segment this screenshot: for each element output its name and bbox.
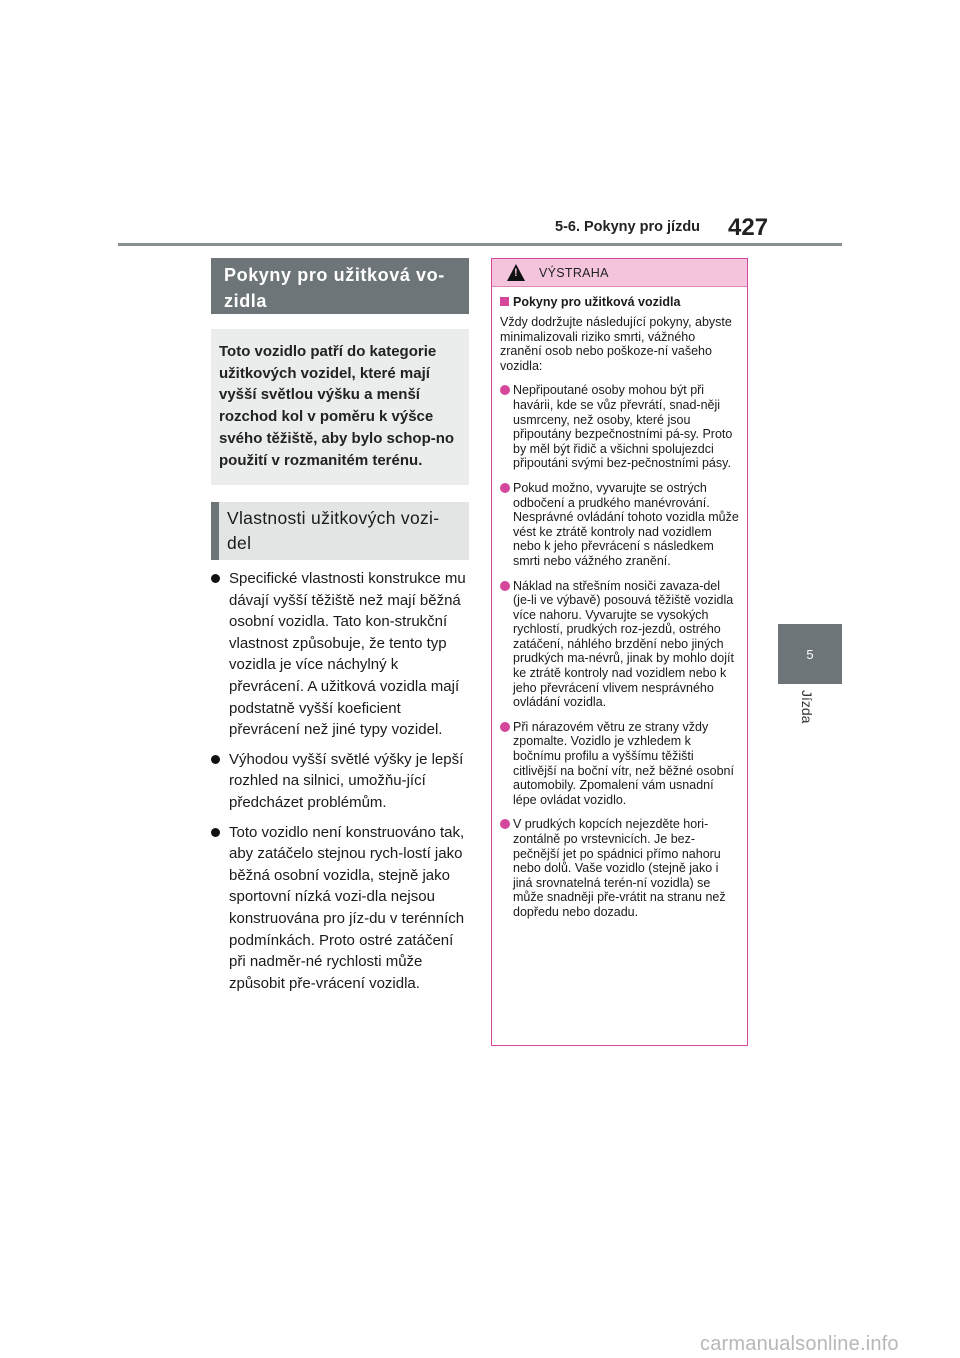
warning-item xyxy=(500,383,739,471)
chapter-label: Jízda xyxy=(799,690,815,724)
section-title: 5-6. Pokyny pro jízdu xyxy=(555,219,701,235)
warning-heading-text: Pokyny pro užitková vozidla xyxy=(513,295,681,309)
warning-item xyxy=(500,579,739,710)
chapter-tab[interactable] xyxy=(778,624,842,684)
list-item xyxy=(211,568,469,741)
square-bullet-icon xyxy=(500,297,509,306)
pink-bullet-icon xyxy=(500,819,510,829)
page-number: 427 xyxy=(728,214,769,241)
bullet-icon xyxy=(211,755,220,764)
section-heading-utility-vehicles: Pokyny pro užitková vo-zidla xyxy=(211,258,469,314)
bullet-list xyxy=(211,568,469,994)
warning-item-text: Náklad na střešním nosiči zavaza-del (je-li ve výbavě) posouvá těžiště vozidla více nahoru. Vyvarujte se vysokých rychlostí, prudkých roz-jezdů, ostrého zatáčení, náhlého brzdění nebo jiných prudkých ma-névrů, jinak by mohlo dojít ke ztrátě kontroly nad vozidlem nebo k jeho převrácení vlivem nesprávného ovládání vozidla. xyxy=(513,578,734,710)
warning-item xyxy=(500,817,739,919)
warning-heading xyxy=(500,295,739,310)
warning-item xyxy=(500,720,739,808)
header-divider xyxy=(118,243,842,246)
warning-intro: Vždy dodržujte následující pokyny, abyste minimalizovali riziko smrti, vážného zranění osob nebo poškoze-ní vašeho vozidla: xyxy=(500,315,732,373)
pink-bullet-icon xyxy=(500,722,510,732)
left-column xyxy=(211,258,469,1002)
pink-bullet-icon xyxy=(500,385,510,395)
pink-bullet-icon xyxy=(500,483,510,493)
warning-item-text: V prudkých kopcích nejezděte hori-zontálně po vrstevnicích. Je bez-pečnější jet po spádnici přímo nahoru nebo dolů. Vaše vozidlo (stejně jako i jiná srovnatelná terén-ní vozidla) se může snadněji pře-vrátit na stranu než dopředu nebo dozadu. xyxy=(513,817,726,919)
list-item-text: Výhodou vyšší světlé výšky je lepší rozhled na silnici, umožňu-jící předcházet problémům. xyxy=(229,750,464,811)
section-heading-vehicle-features: Vlastnosti užitkových vozi-del xyxy=(211,502,469,560)
bullet-icon xyxy=(211,828,220,837)
bullet-icon xyxy=(211,574,220,583)
warning-body xyxy=(492,287,747,920)
warning-box xyxy=(491,258,748,1046)
warning-item xyxy=(500,481,739,569)
warning-item-text: Pokud možno, vyvarujte se ostrých odbočení a prudkého manévrování. Nesprávné ovládání tohoto vozidla může vést ke ztrátě kontroly nad vozidlem nebo k jeho převrácení s následkem smrti nebo vážného zranění. xyxy=(513,480,739,568)
warning-header xyxy=(492,259,747,287)
chapter-number: 5 xyxy=(806,646,814,662)
list-item-text: Toto vozidlo není konstruováno tak, aby zatáčelo stejnou rych-lostí jako běžná osobní vozidla, stejně jako sportovní nízká vozi-dla nejsou konstruována pro jíz-du v terénních podmínkách. Proto ostré zatáčení při nadměr-né rychlosti může způsobit pře-vrácení vozidla. xyxy=(229,823,465,992)
warning-triangle-icon: ! xyxy=(507,264,525,281)
watermark: carmanualsonline.info xyxy=(700,1333,899,1355)
list-item-text: Specifické vlastnosti konstrukce mu dávají vyšší těžiště než mají běžná osobní vozidla. Tato kon-strukční vlastnost způsobuje, že tento typ vozidla je více náchylný k převrácení. A užitková vozidla mají podstatně vyšší koeficient převrácení než jiné typy vozidel. xyxy=(229,570,466,739)
warning-item-text: Při nárazovém větru ze strany vždy zpomalte. Vozidlo je vzhledem k bočnímu profilu a vyššímu těžišti citlivější na boční vítr, než běžné osobní automobily. Zpomalení vám usnadní lépe ovládat vozidlo. xyxy=(513,719,734,807)
intro-box: Toto vozidlo patří do kategorie užitkových vozidel, které mají vyšší světlou výšku a menší rozchod kol v poměru k výšce svého těžiště, aby bylo schop-no použití v rozmanitém terénu. xyxy=(211,329,469,485)
pink-bullet-icon xyxy=(500,581,510,591)
warning-label: VÝSTRAHA xyxy=(539,265,609,280)
warning-item-text: Nepřipoutané osoby mohou být při havárii, kde se vůz převrátí, snad-něji usmrceny, než osoby, které jsou připoutány bezpečnostními pá-sy. Proto by měl být řidič a všichni spolujezdci připoutáni svými bez-pečnostními pásy. xyxy=(513,383,733,471)
list-item xyxy=(211,749,469,814)
list-item xyxy=(211,822,469,995)
